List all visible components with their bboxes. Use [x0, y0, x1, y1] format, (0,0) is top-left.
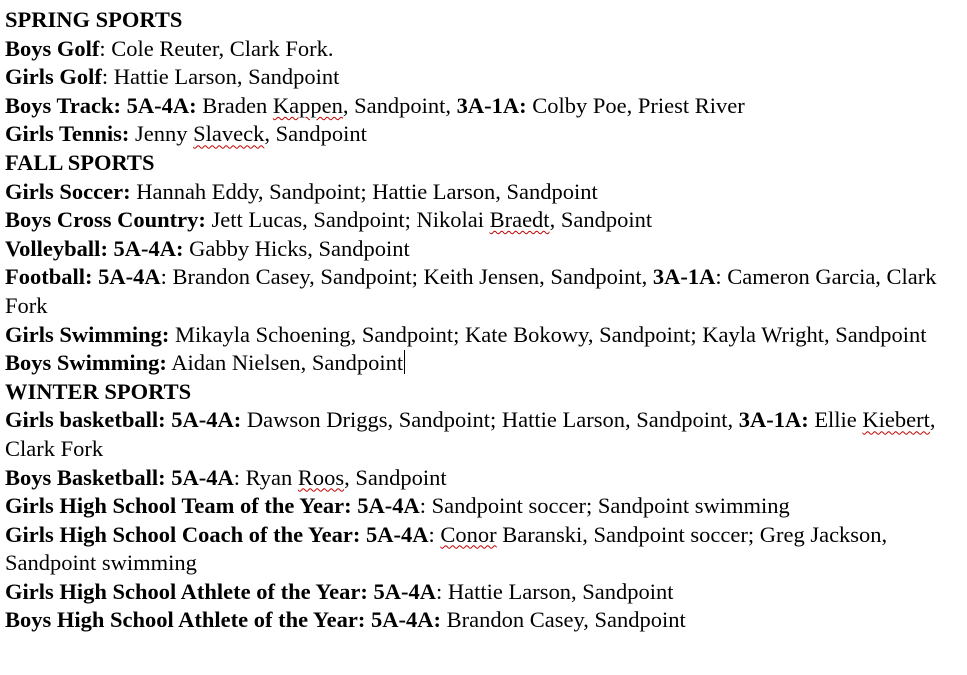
boys-track-label: Boys Track: 5A-4A: [5, 92, 197, 118]
boys-swimming-entry [5, 349, 961, 378]
girls-swimming-entry [5, 321, 961, 350]
girls-soccer-entry [5, 178, 961, 207]
volleyball-winner: Gabby Hicks, Sandpoint [183, 235, 410, 261]
boys-cross-country-label: Boys Cross Country: [5, 207, 206, 233]
spellcheck-word-kiebert: Kiebert [862, 407, 930, 433]
boys-basketball-text-2: , Sandpoint [344, 464, 447, 490]
girls-basketball-text-2: Ellie [808, 407, 863, 433]
spellcheck-word-braedt: Braedt [489, 207, 550, 233]
girls-basketball-text-3: , Clark Fork [5, 407, 936, 461]
girls-athlete-of-year-entry [5, 578, 961, 607]
boys-golf-label: Boys Golf [5, 35, 100, 61]
text-cursor [404, 350, 405, 374]
coach-of-year-text-2: Baranski, Sandpoint soccer; Greg Jackson, Sandpoint swimming [5, 521, 888, 576]
fall-sports-heading: FALL SPORTS [5, 149, 155, 175]
girls-tennis-label: Girls Tennis: [5, 121, 130, 147]
spellcheck-word-conor: Conor [440, 521, 497, 547]
boys-track-text-2: , Sandpoint, [342, 92, 457, 118]
football-text-2: : Cameron Garcia, Clark Fork [5, 264, 937, 318]
boys-athlete-of-year-label: Boys High School Athlete of the Year: 5A-4A: [5, 607, 442, 633]
boys-golf-entry [5, 35, 961, 64]
girls-soccer-winners: Hannah Eddy, Sandpoint; Hattie Larson, Sandpoint [130, 178, 598, 204]
girls-tennis-text-2: , Sandpoint [264, 121, 367, 147]
boys-cross-country-entry [5, 206, 961, 235]
team-of-year-label: Girls High School Team of the Year: 5A-4A [5, 493, 420, 519]
boys-golf-colon: : [99, 35, 112, 61]
football-entry [5, 263, 961, 320]
girls-golf-label: Girls Golf [5, 64, 102, 90]
girls-basketball-entry [5, 406, 961, 463]
girls-basketball-division-2: 3A-1A: [738, 407, 809, 433]
boys-track-text-1: Braden [196, 92, 273, 118]
spellcheck-word-slaveck: Slaveck [193, 121, 265, 147]
team-of-year-entry [5, 492, 961, 521]
girls-swimming-label: Girls Swimming: [5, 321, 170, 347]
boys-basketball-entry [5, 464, 961, 493]
boys-cross-country-text-2: , Sandpoint [549, 207, 653, 233]
girls-tennis-text-1: Jenny [129, 121, 194, 147]
girls-basketball-text-1: Dawson Driggs, Sandpoint; Hattie Larson, Sandpoint, [241, 407, 739, 433]
girls-basketball-label: Girls basketball: 5A-4A: [5, 407, 242, 433]
boys-cross-country-text-1: Jett Lucas, Sandpoint; Nikolai [205, 207, 490, 233]
spellcheck-word-kappen: Kappen [272, 92, 343, 118]
girls-tennis-entry [5, 120, 961, 149]
boys-swimming-winner: Aidan Nielsen, Sandpoint [166, 350, 404, 376]
volleyball-label: Volleyball: 5A-4A: [5, 235, 184, 261]
boys-track-entry [5, 92, 961, 121]
coach-of-year-label: Girls High School Coach of the Year: 5A-4A [5, 521, 429, 547]
boys-basketball-text-1: : Ryan [233, 464, 298, 490]
football-text-1: : Brandon Casey, Sandpoint; Keith Jensen, Sandpoint, [160, 264, 653, 290]
volleyball-entry [5, 235, 961, 264]
team-of-year-winners: : Sandpoint soccer; Sandpoint swimming [419, 493, 790, 519]
coach-of-year-text-1: : [428, 521, 441, 547]
boys-athlete-of-year-winner: Brandon Casey, Sandpoint [441, 607, 686, 633]
girls-swimming-winners: Mikayla Schoening, Sandpoint; Kate Bokowy, Sandpoint; Kayla Wright, Sandpoint [169, 321, 927, 347]
girls-athlete-of-year-winner: : Hattie Larson, Sandpoint [436, 578, 674, 604]
girls-athlete-of-year-label: Girls High School Athlete of the Year: 5A-4A [5, 578, 436, 604]
coach-of-year-entry [5, 521, 961, 578]
boys-athlete-of-year-entry [5, 606, 961, 635]
boys-swimming-label: Boys Swimming: [5, 350, 167, 376]
girls-golf-winner: Hattie Larson, Sandpoint [113, 64, 340, 90]
winter-sports-heading: WINTER SPORTS [5, 378, 192, 404]
girls-soccer-label: Girls Soccer: [5, 178, 131, 204]
football-division-2: 3A-1A [652, 264, 716, 290]
boys-track-text-3: Colby Poe, Priest River [526, 92, 745, 118]
boys-track-division-2: 3A-1A: [456, 92, 527, 118]
boys-golf-winner: Cole Reuter, Clark Fork. [111, 35, 334, 61]
spring-sports-heading: SPRING SPORTS [5, 7, 183, 32]
spellcheck-word-roos: Roos [297, 464, 345, 490]
girls-golf-colon: : [101, 64, 114, 90]
girls-golf-entry [5, 63, 961, 92]
football-label: Football: 5A-4A [5, 264, 161, 290]
boys-basketball-label: Boys Basketball: 5A-4A [5, 464, 234, 490]
